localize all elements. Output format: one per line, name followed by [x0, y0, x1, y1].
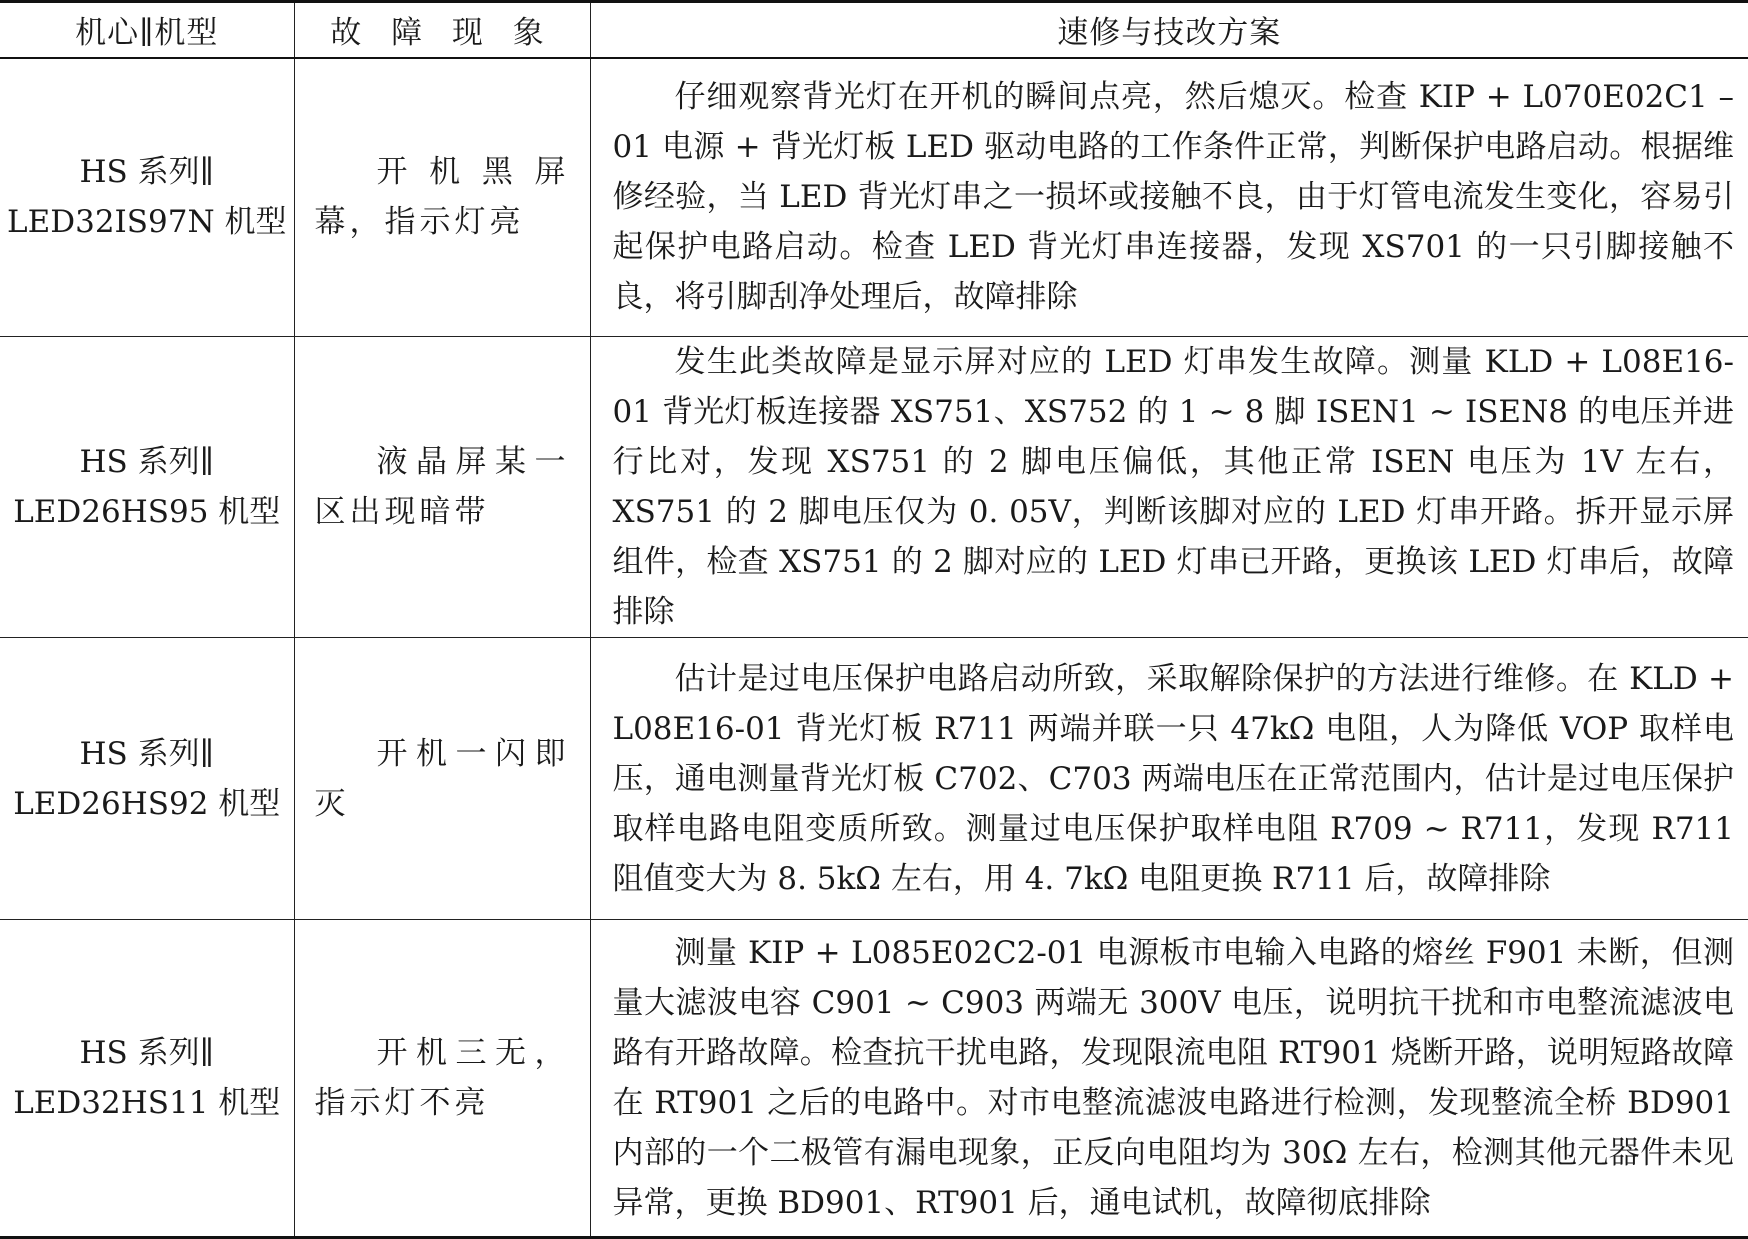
model-cell — [0, 58, 294, 337]
table-header — [0, 2, 1748, 58]
table-row — [0, 58, 1748, 337]
series-label: HS 系列∥ — [79, 444, 214, 480]
solution-cell — [590, 920, 1748, 1238]
fault-text: 开机一闪即灭 — [314, 735, 570, 822]
table-body — [0, 58, 1748, 1238]
solution-text: 发生此类故障是显示屏对应的 LED 灯串发生故障。测量 KLD + L08E16-01 背光灯板连接器 XS751、XS752 的 1 ~ 8 脚 ISEN1 ~ ISEN8 的电压并进行比对，发现 XS751 的 2 脚电压偏低，其他正常 ISEN 电压为 1V 左右，XS751 的 2 脚电压仅为 0. 05V，判断该脚对应的 LED 灯串开路。拆开显示屏组件，检查 XS751 的 2 脚对应的 LED 灯串已开路，更换该 LED 灯串后，故障排除 — [612, 344, 1734, 630]
series-label: HS 系列∥ — [79, 154, 214, 191]
header-solution: 速修与技改方案 — [590, 2, 1748, 58]
series-label: HS 系列∥ — [79, 735, 214, 772]
header-model: 机心∥机型 — [0, 2, 294, 58]
table-row — [0, 920, 1748, 1238]
model-cell — [0, 638, 294, 920]
fault-cell — [294, 920, 590, 1238]
fault-cell — [294, 58, 590, 337]
series-label: HS 系列∥ — [79, 1035, 214, 1071]
solution-cell — [590, 58, 1748, 337]
fault-cell — [294, 337, 590, 638]
fault-text: 液晶屏某一区出现暗带 — [314, 444, 570, 530]
model-label: LED26HS95 机型 — [13, 494, 281, 530]
model-cell — [0, 337, 294, 638]
solution-cell — [590, 638, 1748, 920]
solution-text: 估计是过电压保护电路启动所致，采取解除保护的方法进行维修。在 KLD + L08E16-01 背光灯板 R711 两端并联一只 47kΩ 电阻，人为降低 VOP 取样电压，通电测量背光灯板 C702、C703 两端电压在正常范围内，估计是过电压保护取样电路电阻变质所致。测量过电压保护取样电阻 R709 ~ R711，发现 R711 阻值变大为 8. 5kΩ 左右，用 4. 7kΩ 电阻更换 R711 后，故障排除 — [612, 660, 1734, 897]
model-label: LED26HS92 机型 — [13, 785, 281, 822]
solution-cell — [590, 337, 1748, 638]
model-cell — [0, 920, 294, 1238]
header-fault: 故 障 现 象 — [294, 2, 590, 58]
fault-text: 开机三无，指示灯不亮 — [314, 1035, 570, 1121]
fault-cell — [294, 638, 590, 920]
model-label: LED32IS97N 机型 — [7, 204, 287, 241]
solution-text: 仔细观察背光灯在开机的瞬间点亮，然后熄灭。检查 KIP + L070E02C1 – 01 电源 + 背光灯板 LED 驱动电路的工作条件正常，判断保护电路启动。根据维修经验，当 LED 背光灯串之一损坏或接触不良，由于灯管电流发生变化，容易引起保护电路启动。检查 LED 背光灯串连接器，发现 XS701 的一只引脚接触不良，将引脚刮净处理后，故障排除 — [612, 79, 1734, 316]
fault-text: 开机黑屏幕，指示灯亮 — [314, 154, 570, 241]
header-row — [0, 2, 1748, 58]
model-label: LED32HS11 机型 — [13, 1085, 281, 1121]
solution-text: 测量 KIP + L085E02C2-01 电源板市电输入电路的熔丝 F901 未断，但测量大滤波电容 C901 ~ C903 两端无 300V 电压，说明抗干扰和市电整流滤波电路有开路故障。检查抗干扰电路，发现限流电阻 RT901 烧断开路，说明短路故障在 RT901 之后的电路中。对市电整流滤波电路进行检测，发现整流全桥 BD901 内部的一个二极管有漏电现象，正反向电阻均为 30Ω 左右，检测其他元器件未见异常，更换 BD901、RT901 后，通电试机，故障彻底排除 — [612, 935, 1734, 1221]
table-row — [0, 337, 1748, 638]
table-row — [0, 638, 1748, 920]
